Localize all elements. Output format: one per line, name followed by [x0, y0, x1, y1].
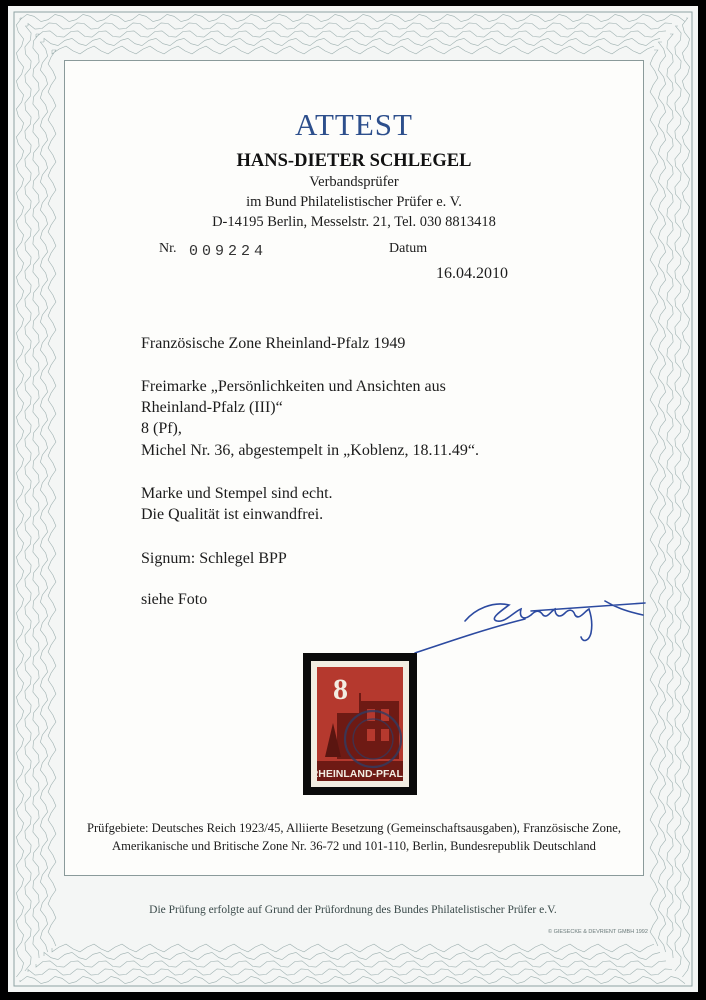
- stamp-denomination: 8: [333, 673, 348, 706]
- quality-line: Die Qualität ist einwandfrei.: [141, 506, 324, 523]
- certificate-number: 009224: [189, 243, 268, 260]
- pruefgebiete-line-1: Prüfgebiete: Deutsches Reich 1923/45, Alliierte Besetzung (Gemeinschaftsausgaben), Französische Zone,: [86, 821, 622, 835]
- number-label: Nr.: [159, 241, 177, 256]
- signum-line: Signum: Schlegel BPP: [141, 550, 287, 567]
- freimarke-line: Freimarke „Persönlichkeiten und Ansichten aus: [141, 378, 446, 395]
- examiner-address: D-14195 Berlin, Messelstr. 21, Tel. 030 8813418: [212, 214, 496, 230]
- stamp-inscription: RHEINLAND-PFALZ: [310, 768, 410, 780]
- certificate-date: 16.04.2010: [436, 265, 508, 282]
- date-label: Datum: [389, 241, 428, 256]
- footer-note: Die Prüfung erfolgte auf Grund der Prüfordnung des Bundes Philatelistischer Prüfer e.V.: [149, 904, 557, 916]
- examiner-name: HANS-DIETER SCHLEGEL: [236, 151, 472, 171]
- michel-line: Michel Nr. 36, abgestempelt in „Koblenz, 18.11.49“.: [141, 442, 479, 459]
- certificate-panel: [64, 60, 644, 876]
- certificate-sheet: [8, 6, 698, 992]
- photo-reference: siehe Foto: [141, 591, 208, 608]
- zone-line: Französische Zone Rheinland-Pfalz 1949: [141, 335, 406, 352]
- genuine-line: Marke und Stempel sind echt.: [141, 485, 333, 502]
- pruefgebiete-line-2: Amerikanische und Britische Zone Nr. 36-72 und 101-110, Berlin, Bundesrepublik Deutschland: [112, 839, 596, 853]
- examiner-role: Verbandsprüfer: [309, 174, 399, 190]
- certificate-title: ATTEST: [295, 107, 413, 142]
- value-line: 8 (Pf),: [141, 420, 182, 437]
- examiner-signature: [405, 581, 655, 661]
- series-line: Rheinland-Pfalz (III)“: [141, 399, 283, 416]
- stamp-photo: [303, 653, 417, 795]
- association-name: im Bund Philatelistischer Prüfer e. V.: [246, 194, 462, 210]
- printer-mark: © GIESECKE & DEVRIENT GMBH 1992: [548, 929, 648, 935]
